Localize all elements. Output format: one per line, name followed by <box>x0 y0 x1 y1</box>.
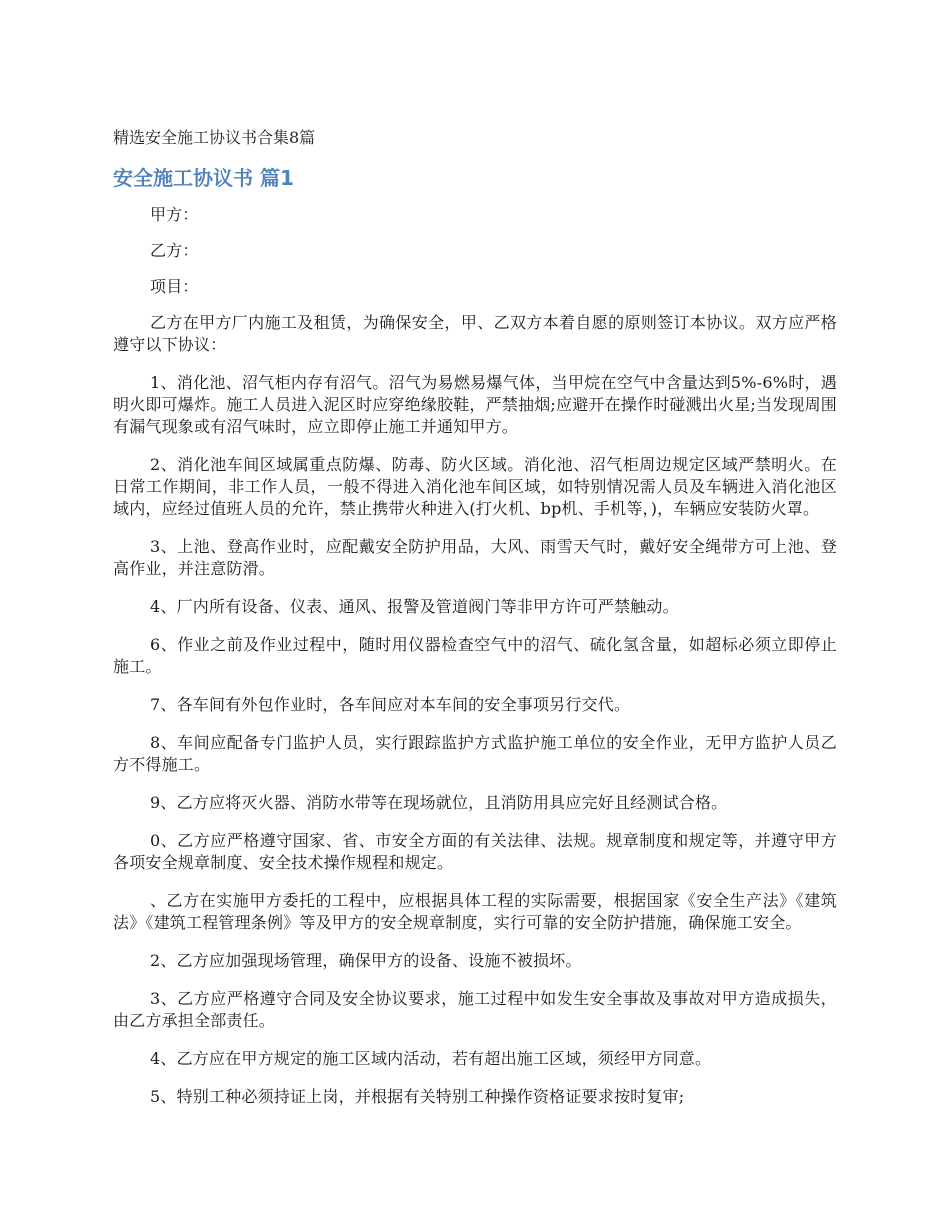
party-a-line: 甲方： <box>150 205 199 224</box>
intro-paragraph: 乙方在甲方厂内施工及租赁，为确保安全，甲、乙双方本着自愿的原则签订本协议。双方应严格遵守以下协议： <box>113 313 837 354</box>
clause-paragraph: 2、乙方应加强现场管理，确保甲方的设备、设施不被损坏。 <box>150 951 582 970</box>
clause-paragraph: 4、乙方应在甲方规定的施工区域内活动，若有超出施工区域，须经甲方同意。 <box>150 1049 712 1068</box>
clause-paragraph: 7、各车间有外包作业时，各车间应对本车间的安全事项另行交代。 <box>150 695 631 714</box>
clause-paragraph: 3、上池、登高作业时，应配戴安全防护用品，大风、雨雪天气时，戴好安全绳带方可上池、登高作业，并注意防滑。 <box>113 537 837 578</box>
document-body <box>113 204 837 1124</box>
clause-paragraph: 8、车间应配备专门监护人员，实行跟踪监护方式监护施工单位的安全作业，无甲方监护人员乙方不得施工。 <box>113 733 837 774</box>
clause-paragraph: 4、厂内所有设备、仪表、通风、报警及管道阀门等非甲方许可严禁触动。 <box>150 597 679 616</box>
document-title: 精选安全施工协议书合集8篇 <box>113 128 316 147</box>
party-b-line: 乙方： <box>150 241 199 260</box>
project-line: 项目： <box>150 277 199 296</box>
clause-paragraph: 2、消化池车间区域属重点防爆、防毒、防火区域。消化池、沼气柜周边规定区域严禁明火。在日常工作期间，非工作人员，一般不得进入消化池车间区域，如特别情况需人员及车辆进入消化池区域内，应经过值班人员的允许，禁止携带火种进入(打火机、bp机、手机等，)，车辆应安装防火罩。 <box>113 455 837 518</box>
clause-paragraph: 9、乙方应将灭火器、消防水带等在现场就位，且消防用具应完好且经测试合格。 <box>150 793 728 812</box>
clause-paragraph: 、乙方在实施甲方委托的工程中，应根据具体工程的实际需要，根据国家《安全生产法》《建筑法》《建筑工程管理条例》等及甲方的安全规章制度，实行可靠的安全防护措施，确保施工安全。 <box>113 891 837 932</box>
clause-paragraph: 3、乙方应严格遵守合同及安全协议要求，施工过程中如发生安全事故及事故对甲方造成损失，由乙方承担全部责任。 <box>113 989 837 1030</box>
clause-paragraph: 0、乙方应严格遵守国家、省、市安全方面的有关法律、法规。规章制度和规定等，并遵守甲方各项安全规章制度、安全技术操作规程和规定。 <box>113 831 837 872</box>
clause-paragraph: 1、消化池、沼气柜内存有沼气。沼气为易燃易爆气体，当甲烷在空气中含量达到5%-6%时，遇明火即可爆炸。施工人员进入泥区时应穿绝缘胶鞋，严禁抽烟;应避开在操作时碰溅出火星;当发现周围有漏气现象或有沼气味时，应立即停止施工并通知甲方。 <box>113 373 837 436</box>
clause-paragraph: 6、作业之前及作业过程中，随时用仪器检查空气中的沼气、硫化氢含量，如超标必须立即停止施工。 <box>113 635 837 676</box>
clause-paragraph: 5、特别工种必须持证上岗，并根据有关特别工种操作资格证要求按时复审; <box>150 1087 685 1106</box>
section-heading: 安全施工协议书 篇1 <box>113 166 294 190</box>
